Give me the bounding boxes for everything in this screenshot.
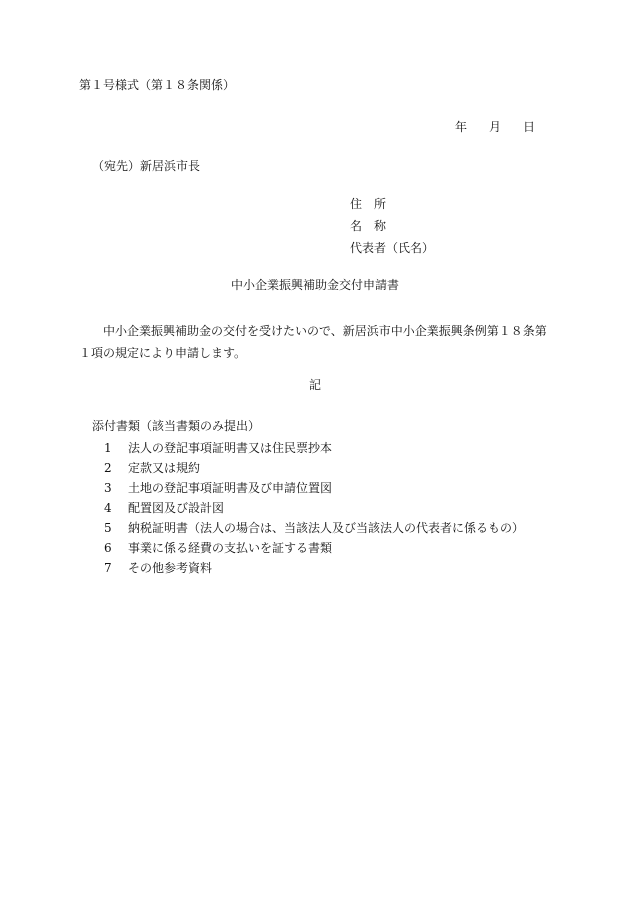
date-year: 年 [455, 120, 468, 134]
list-item-number: 7 [104, 561, 112, 575]
list-item-text: 土地の登記事項証明書及び申請位置図 [128, 481, 333, 495]
list-item-number: 1 [104, 441, 112, 455]
document-title: 中小企業振興補助金交付申請書 [230, 278, 399, 292]
date-day: 日 [523, 120, 536, 134]
list-item-number: 4 [104, 501, 112, 515]
applicant-address-label: 住 所 [350, 197, 387, 211]
date-line [455, 121, 535, 133]
ki-heading: 記 [308, 378, 321, 392]
list-item [104, 558, 524, 578]
addressee: （宛先）新居浜市長 [92, 159, 201, 173]
list-item-text: 定款又は規約 [128, 461, 201, 475]
list-item-text: その他参考資料 [128, 561, 213, 575]
list-item [104, 438, 524, 458]
body-paragraph: 中小企業振興補助金の交付を受けたいので、新居浜市中小企業振興条例第１８条第１項の規定により申請します。 [79, 324, 547, 360]
form-number: 第１号様式（第１８条関係） [79, 78, 236, 92]
applicant-block [350, 198, 434, 264]
applicant-name-label: 名 称 [350, 219, 387, 233]
list-item-text: 配置図及び設計図 [128, 501, 225, 515]
date-month: 月 [489, 120, 502, 134]
list-item-number: 2 [104, 461, 112, 475]
list-item [104, 458, 524, 478]
list-item [104, 478, 524, 498]
list-item [104, 538, 524, 558]
list-item-text: 事業に係る経費の支払いを証する書類 [128, 541, 333, 555]
list-item-text: 納税証明書（法人の場合は、当該法人及び当該法人の代表者に係るもの） [128, 521, 525, 535]
list-item [104, 518, 524, 538]
list-item-number: 5 [104, 521, 112, 535]
list-item-number: 6 [104, 541, 112, 555]
applicant-representative-label: 代表者（氏名） [350, 241, 435, 255]
list-item-number: 3 [104, 481, 112, 495]
list-item-text: 法人の登記事項証明書又は住民票抄本 [128, 441, 333, 455]
attachments-list [104, 438, 524, 578]
list-item [104, 498, 524, 518]
attachments-heading: 添付書類（該当書類のみ提出） [92, 419, 261, 433]
